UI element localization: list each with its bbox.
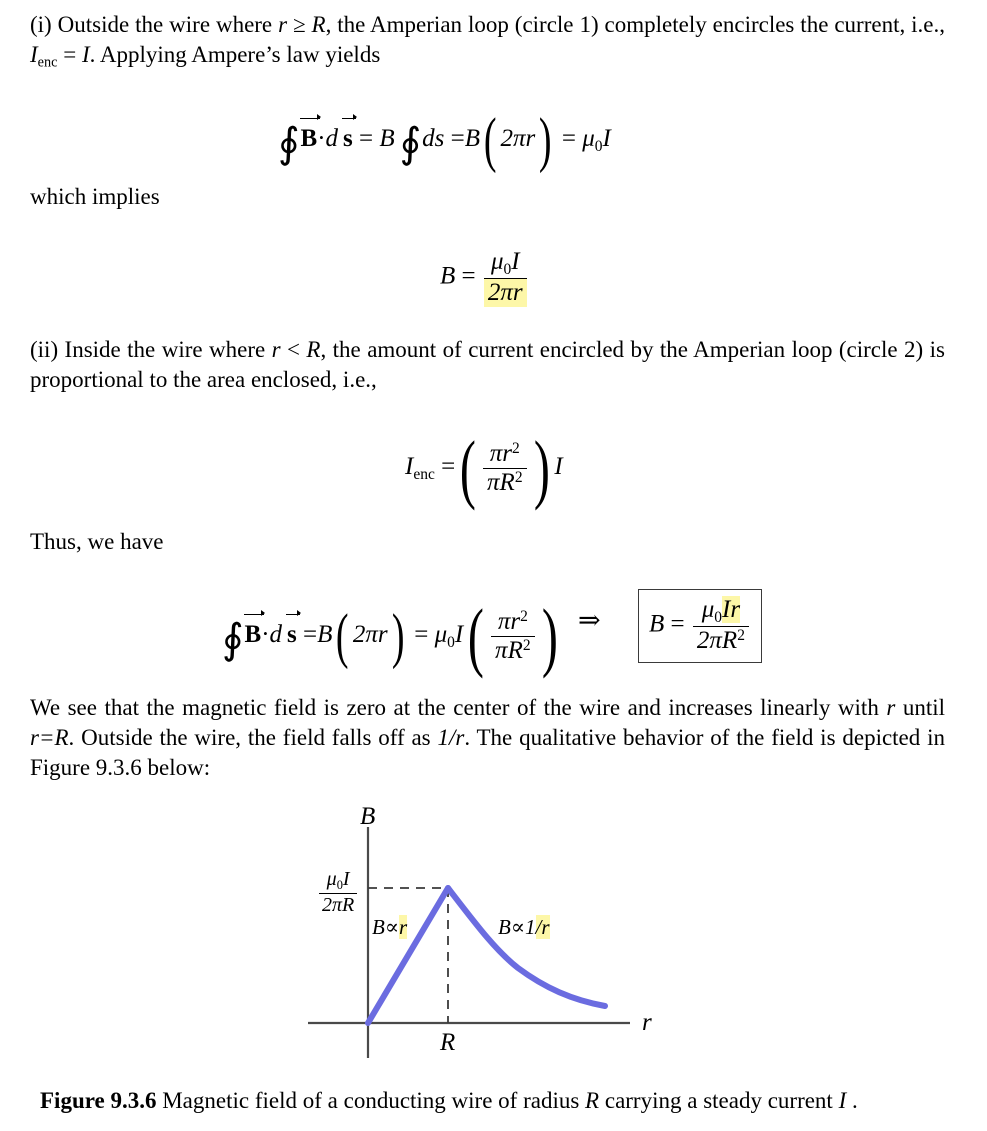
caption-body-1: Magnetic field of a conducting wire of radius [156, 1088, 586, 1113]
vector-B-symbol: B [300, 125, 318, 153]
annotation-outside-prop-symbol: ∝ [510, 915, 526, 939]
equation-enclosed-current: $I_{enc}$ =( $\frac{\pi r^2}{\pi R^2}$ ) I [405, 425, 563, 511]
boxed-equation-B-inside: B = $\frac{\mu_0Ir}{2\pi R^2}$ [638, 589, 762, 663]
symbol-r: r [886, 695, 896, 720]
arrow-glyph: ⇒ [578, 605, 601, 635]
annotation-inside-prop-symbol: ∝ [384, 915, 400, 939]
area-numerator: $\pi r^2$ [489, 439, 520, 467]
caption-body-3: . [846, 1088, 858, 1113]
caption-radius-symbol: R [585, 1088, 600, 1113]
paren-close-2: ) [391, 602, 405, 670]
fraction-area-ratio-2: $\frac{\pi r^2}{\pi R^2}$ [491, 608, 535, 665]
vector-s-symbol: s [343, 125, 353, 153]
boxed-B-lhs: B [649, 610, 665, 638]
boxed-numerator: $\mu_0Ir$ [701, 596, 741, 626]
mu-zero-I: $\mu_0I$ [582, 125, 611, 156]
equation-ampere-law-outside: ∮B·d s = B ∮ds =B( $2\pi r) = \mu_0I$ [278, 106, 611, 174]
caption-figure-number: Figure 9.3.6 [40, 1088, 157, 1113]
part-ii-text-pre: (ii) Inside the wire where [30, 337, 272, 362]
paragraph-part-i [30, 10, 945, 78]
caption-current-symbol: I [838, 1088, 847, 1113]
boxed-denominator: $2\pi R^2$ [693, 626, 749, 655]
part-i-text-post: . Applying Ampere’s law yields [89, 42, 381, 67]
Ienc-lhs: $I_{enc}$ [405, 453, 435, 484]
current-I-trailing: I [554, 453, 563, 481]
differential-d: d [325, 125, 339, 153]
y-tick-denominator: 2πR [319, 893, 357, 916]
big-paren-close-2: ) [541, 593, 558, 679]
part-ii-text-post: , the amount of current encircled by the Amperian loop (circle 2) is proportional to the area enclosed, i.e., [30, 337, 945, 392]
paren-close: ) [539, 106, 552, 174]
curve-outside-wire-inverse [448, 888, 605, 1006]
annotation-outside-one: 1 [525, 915, 536, 939]
contour-integral-icon: ∮ [278, 119, 300, 166]
thus-we-have-label: Thus, we have [30, 529, 164, 554]
symbol-one-over-r: 1/r [437, 725, 465, 750]
curve-inside-wire-linear [368, 888, 448, 1023]
figure-caption [40, 1086, 960, 1116]
fraction-mu0I-over-2pir [484, 248, 527, 307]
paragraph-part-ii [30, 335, 945, 395]
fraction-area-ratio [483, 440, 527, 497]
big-paren-open-2: ( [468, 593, 485, 679]
annotation-outside-B: B [498, 915, 511, 939]
vector-s-symbol-2: s [287, 621, 297, 649]
highlighted-Ir: Ir [722, 596, 741, 623]
inline-math-r-lt-R: r < R [271, 337, 321, 362]
fraction-mu0Ir-over-2piR2 [693, 596, 749, 655]
big-paren-close: ) [533, 425, 550, 511]
inline-math-Ienc-eq-I: $I_{enc} = I$ [30, 42, 90, 71]
area-denominator: $\pi R^2$ [483, 468, 527, 497]
y-axis-label-B [360, 803, 375, 831]
x-tick-text: R [440, 1029, 456, 1056]
paragraph-conclusion: We see that the magnetic field is zero at the center of the wire and increases linearly with r until r=R. Outside the wire, the field falls off as 1/r. The qualitative behavior of the field is depicted in Figure 9.3.6 below: [30, 695, 946, 780]
annotation-B-prop-inverse-r [498, 915, 550, 940]
magnetic-field-plot [300, 805, 700, 1075]
text-which-implies [30, 182, 430, 212]
x-tick-label-R [440, 1029, 455, 1057]
paren-open-2: ( [336, 602, 349, 670]
implies-arrow-icon [578, 605, 601, 636]
vector-B-symbol-2: B [244, 621, 262, 649]
figure-9-3-6-graph [300, 805, 700, 1075]
equation-ampere-law-inside: ∮B·d s =B( $2\pi r) = \mu_0I$( $\frac{\pi r^2}{\pi R^2}$ ) [222, 593, 558, 679]
caption-body-2: carrying a steady current [599, 1088, 839, 1113]
annotation-inside-var: r [399, 915, 408, 939]
y-tick-numerator: $\mu_0I$ [326, 868, 350, 892]
inline-math-r-ge-R: r ≥ R [278, 12, 326, 37]
part-i-text-mid: , the Amperian loop (circle 1) completely encircles the current, i.e., [325, 12, 945, 37]
y-axis-label-text: B [360, 803, 376, 830]
which-implies-label: which implies [30, 184, 160, 209]
annotation-inside-B: B [372, 915, 385, 939]
text-thus-we-have [30, 527, 430, 557]
ds-differential: ds [422, 125, 445, 153]
contour-integral-icon-3: ∮ [222, 615, 244, 662]
B-magnitude: B [379, 125, 395, 153]
fraction-denominator-highlighted: 2πr [484, 278, 527, 307]
y-tick-label-peak-value [319, 868, 357, 916]
part-i-text-pre: (i) Outside the wire where [30, 12, 279, 37]
big-paren-open: ( [460, 425, 477, 511]
symbol-r-eq-R: r=R [30, 725, 69, 750]
contour-integral-icon-2: ∮ [399, 119, 422, 166]
paren-open: ( [483, 106, 497, 174]
B-lhs: B [440, 262, 456, 290]
x-axis-label-text: r [642, 1009, 652, 1036]
fraction-numerator: $\mu_0I$ [490, 248, 520, 278]
x-axis-label-r [642, 1009, 652, 1037]
annotation-outside-var: /r [535, 915, 550, 939]
equation-B-field-outside: B = $\frac{\mu_0I}{2\pi r}$ [440, 248, 529, 307]
annotation-B-prop-r [372, 915, 407, 940]
